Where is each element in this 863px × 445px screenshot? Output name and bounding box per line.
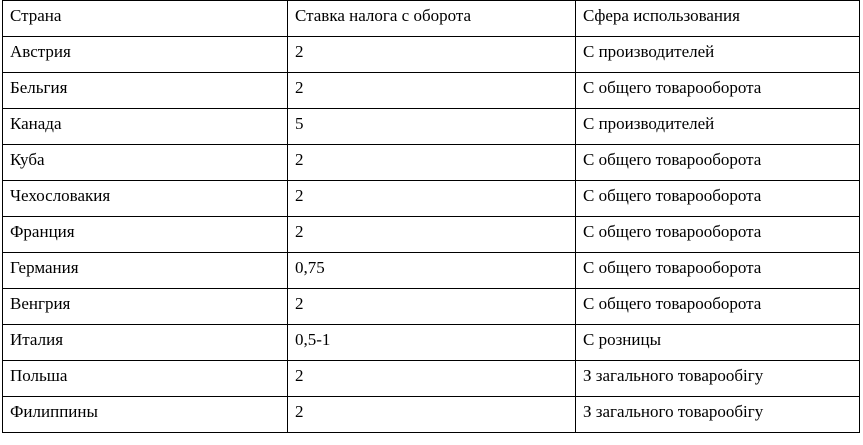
table-body (3, 37, 860, 433)
cell-rate: 2 (288, 289, 576, 325)
cell-scope: С общего товарооборота (576, 145, 860, 181)
cell-scope: З загального товарообігу (576, 361, 860, 397)
header-scope: Сфера использования (576, 1, 860, 37)
table-row (3, 109, 860, 145)
cell-rate: 0,75 (288, 253, 576, 289)
table-row (3, 289, 860, 325)
table-row (3, 145, 860, 181)
table-row (3, 397, 860, 433)
cell-rate: 2 (288, 361, 576, 397)
cell-country: Канада (3, 109, 288, 145)
table-row (3, 217, 860, 253)
cell-scope: С общего товарооборота (576, 289, 860, 325)
cell-scope: С общего товарооборота (576, 181, 860, 217)
table-row (3, 37, 860, 73)
cell-scope: С общего товарооборота (576, 217, 860, 253)
cell-country: Польша (3, 361, 288, 397)
table-row (3, 361, 860, 397)
table-row (3, 73, 860, 109)
cell-country: Куба (3, 145, 288, 181)
cell-rate: 2 (288, 181, 576, 217)
tax-rates-table (2, 0, 860, 433)
cell-country: Чехословакия (3, 181, 288, 217)
cell-country: Германия (3, 253, 288, 289)
cell-rate: 5 (288, 109, 576, 145)
cell-country: Италия (3, 325, 288, 361)
header-country: Страна (3, 1, 288, 37)
table-row (3, 325, 860, 361)
table-row (3, 253, 860, 289)
cell-rate: 2 (288, 217, 576, 253)
cell-rate: 2 (288, 397, 576, 433)
cell-scope: С общего товарооборота (576, 73, 860, 109)
cell-rate: 2 (288, 37, 576, 73)
cell-country: Австрия (3, 37, 288, 73)
cell-rate: 2 (288, 73, 576, 109)
table-header-row (3, 1, 860, 37)
cell-scope: С розницы (576, 325, 860, 361)
table-row (3, 181, 860, 217)
header-rate: Ставка налога с оборота (288, 1, 576, 37)
cell-rate: 0,5-1 (288, 325, 576, 361)
cell-country: Бельгия (3, 73, 288, 109)
cell-scope: З загального товарообігу (576, 397, 860, 433)
cell-rate: 2 (288, 145, 576, 181)
cell-scope: С производителей (576, 109, 860, 145)
cell-country: Филиппины (3, 397, 288, 433)
cell-country: Франция (3, 217, 288, 253)
cell-scope: С общего товарооборота (576, 253, 860, 289)
cell-country: Венгрия (3, 289, 288, 325)
cell-scope: С производителей (576, 37, 860, 73)
